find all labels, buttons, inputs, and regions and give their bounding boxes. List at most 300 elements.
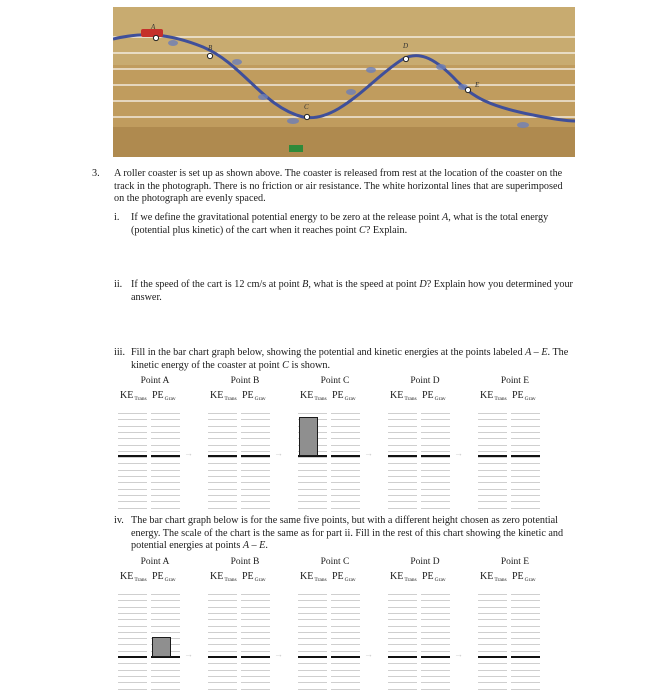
grid-line	[388, 626, 417, 627]
grid-line	[208, 482, 237, 483]
grid-line	[421, 451, 450, 452]
pe-axis-label: $PE_{Grav}$	[152, 571, 176, 583]
grid-line	[478, 457, 507, 458]
grid-line	[388, 600, 417, 601]
pe-bar-column[interactable]	[151, 594, 180, 689]
grid-line	[421, 501, 450, 502]
grid-line	[241, 632, 270, 633]
grid-line	[208, 489, 237, 490]
grid-line	[241, 682, 270, 683]
grid-line	[478, 663, 507, 664]
pe-axis-label: $PE_{Grav}$	[512, 390, 536, 402]
grid-line	[511, 419, 540, 420]
ke-axis-label: $KE_{Trans}$	[120, 390, 147, 402]
grid-line	[331, 463, 360, 464]
grid-line	[208, 682, 237, 683]
grid-line	[511, 476, 540, 477]
grid-line	[388, 613, 417, 614]
ke-axis-label: $KE_{Trans}$	[300, 390, 327, 402]
grid-line	[388, 501, 417, 502]
grid-line	[298, 600, 327, 601]
part-roman: ii.	[114, 279, 123, 290]
grid-line	[331, 651, 360, 652]
grid-line	[331, 413, 360, 414]
grid-line	[118, 676, 147, 677]
grid-line	[511, 495, 540, 496]
grid-line	[511, 508, 540, 509]
zero-energy-line	[298, 656, 327, 658]
grid-line	[421, 463, 450, 464]
grid-line	[151, 470, 180, 471]
zero-energy-line	[388, 656, 417, 658]
grid-line	[118, 613, 147, 614]
grid-line	[478, 463, 507, 464]
grid-line	[478, 644, 507, 645]
grid-line	[118, 470, 147, 471]
ke-axis-label: $KE_{Trans}$	[300, 571, 327, 583]
grid-line	[118, 670, 147, 671]
grid-line	[331, 600, 360, 601]
grid-line	[511, 482, 540, 483]
grid-line	[388, 495, 417, 496]
grid-line	[298, 489, 327, 490]
chart-point-label: Point C	[320, 376, 350, 386]
coaster-track-illustration	[113, 7, 575, 157]
ke-bar-column[interactable]	[478, 594, 507, 689]
grid-line	[241, 457, 270, 458]
grid-line	[331, 470, 360, 471]
grid-line	[421, 689, 450, 690]
arrow-right-icon: →	[364, 448, 373, 458]
grid-line	[118, 432, 147, 433]
grid-line	[388, 644, 417, 645]
grid-line	[421, 663, 450, 664]
chart-point-label: Point D	[410, 557, 440, 567]
grid-line	[421, 457, 450, 458]
grid-line	[511, 445, 540, 446]
grid-line	[118, 619, 147, 620]
grid-line	[388, 426, 417, 427]
grid-line	[478, 594, 507, 595]
grid-line	[388, 689, 417, 690]
chart-point-label: Point E	[500, 376, 530, 386]
grid-line	[208, 663, 237, 664]
zero-energy-line	[421, 656, 450, 658]
grid-line	[388, 594, 417, 595]
grid-line	[241, 607, 270, 608]
grid-line	[331, 682, 360, 683]
grid-line	[151, 508, 180, 509]
grid-line	[118, 438, 147, 439]
grid-line	[421, 607, 450, 608]
grid-line	[241, 463, 270, 464]
ke-bar-column[interactable]	[388, 594, 417, 689]
grid-line	[421, 676, 450, 677]
grid-line	[511, 432, 540, 433]
grid-line	[151, 489, 180, 490]
grid-line	[241, 626, 270, 627]
grid-line	[208, 426, 237, 427]
grid-line	[331, 626, 360, 627]
grid-line	[298, 613, 327, 614]
grid-line	[421, 619, 450, 620]
zero-energy-line	[208, 455, 237, 457]
grid-line	[118, 476, 147, 477]
grid-line	[241, 676, 270, 677]
grid-line	[388, 682, 417, 683]
grid-line	[241, 451, 270, 452]
grid-line	[421, 508, 450, 509]
grid-line	[118, 495, 147, 496]
grid-line	[331, 501, 360, 502]
grid-line	[298, 632, 327, 633]
grid-line	[331, 689, 360, 690]
grid-line	[388, 482, 417, 483]
grid-line	[208, 508, 237, 509]
zero-energy-line	[478, 656, 507, 658]
grid-line	[118, 489, 147, 490]
grid-line	[388, 457, 417, 458]
energy-bar-ke-point-c	[299, 417, 318, 456]
grid-line	[151, 632, 180, 633]
pe-axis-label: $PE_{Grav}$	[242, 390, 266, 402]
pe-bar-column[interactable]	[331, 413, 360, 508]
ke-bar-column[interactable]	[118, 594, 147, 689]
grid-line	[331, 676, 360, 677]
grid-line	[241, 638, 270, 639]
grid-line	[151, 613, 180, 614]
grid-line	[241, 651, 270, 652]
grid-line	[118, 457, 147, 458]
grid-line	[241, 438, 270, 439]
grid-line	[388, 508, 417, 509]
grid-line	[511, 638, 540, 639]
grid-line	[478, 482, 507, 483]
grid-line	[478, 619, 507, 620]
ke-bar-column[interactable]	[208, 594, 237, 689]
grid-line	[331, 419, 360, 420]
grid-line	[511, 501, 540, 502]
grid-line	[208, 632, 237, 633]
grid-line	[511, 619, 540, 620]
ke-bar-column[interactable]	[478, 413, 507, 508]
chart-point-label: Point B	[230, 557, 260, 567]
grid-line	[388, 651, 417, 652]
grid-line	[388, 489, 417, 490]
grid-line	[331, 613, 360, 614]
grid-line	[151, 501, 180, 502]
grid-line	[151, 482, 180, 483]
pe-axis-label: $PE_{Grav}$	[242, 571, 266, 583]
grid-line	[118, 651, 147, 652]
grid-line	[478, 419, 507, 420]
ke-bar-column[interactable]	[298, 413, 327, 508]
photo-label-e: E	[475, 81, 480, 89]
grid-line	[421, 682, 450, 683]
grid-line	[118, 663, 147, 664]
grid-line	[331, 508, 360, 509]
grid-line	[118, 482, 147, 483]
grid-line	[298, 476, 327, 477]
grid-line	[478, 676, 507, 677]
grid-line	[388, 413, 417, 414]
grid-line	[478, 651, 507, 652]
grid-line	[388, 676, 417, 677]
grid-line	[421, 495, 450, 496]
grid-line	[388, 663, 417, 664]
grid-line	[151, 626, 180, 627]
zero-energy-line	[478, 455, 507, 457]
grid-line	[478, 508, 507, 509]
grid-line	[421, 476, 450, 477]
grid-line	[478, 689, 507, 690]
grid-line	[331, 438, 360, 439]
grid-line	[208, 607, 237, 608]
grid-line	[421, 470, 450, 471]
grid-line	[298, 689, 327, 690]
grid-line	[208, 689, 237, 690]
question-number: 3.	[92, 168, 100, 179]
grid-line	[241, 600, 270, 601]
grid-line	[298, 638, 327, 639]
grid-line	[151, 663, 180, 664]
zero-energy-line	[118, 455, 147, 457]
grid-line	[118, 463, 147, 464]
zero-energy-line	[388, 455, 417, 457]
grid-line	[511, 676, 540, 677]
grid-line	[511, 489, 540, 490]
chart-point-label: Point D	[410, 376, 440, 386]
grid-line	[331, 426, 360, 427]
grid-line	[241, 501, 270, 502]
grid-line	[388, 632, 417, 633]
pe-bar-column[interactable]	[511, 413, 540, 508]
grid-line	[298, 682, 327, 683]
pe-bar-column[interactable]	[331, 594, 360, 689]
zero-energy-line	[151, 455, 180, 457]
grid-line	[241, 426, 270, 427]
grid-line	[298, 413, 327, 414]
grid-line	[298, 676, 327, 677]
grid-line	[298, 470, 327, 471]
pe-bar-column[interactable]	[241, 413, 270, 508]
grid-line	[151, 457, 180, 458]
ke-bar-column[interactable]	[118, 413, 147, 508]
grid-line	[241, 619, 270, 620]
grid-line	[241, 413, 270, 414]
grid-line	[208, 495, 237, 496]
arrow-right-icon: →	[184, 649, 193, 659]
ke-axis-label: $KE_{Trans}$	[210, 571, 237, 583]
grid-line	[331, 457, 360, 458]
chart-point-label: Point A	[140, 557, 170, 567]
zero-energy-line	[511, 656, 540, 658]
ke-axis-label: $KE_{Trans}$	[390, 390, 417, 402]
pe-bar-column[interactable]	[241, 594, 270, 689]
grid-line	[331, 663, 360, 664]
grid-line	[241, 613, 270, 614]
grid-line	[421, 419, 450, 420]
grid-line	[388, 470, 417, 471]
grid-line	[208, 470, 237, 471]
grid-line	[478, 495, 507, 496]
grid-line	[331, 489, 360, 490]
chart-point-label: Point E	[500, 557, 530, 567]
grid-line	[331, 644, 360, 645]
grid-line	[511, 613, 540, 614]
grid-line	[151, 682, 180, 683]
grid-line	[208, 432, 237, 433]
grid-line	[511, 438, 540, 439]
pe-bar-column[interactable]	[421, 594, 450, 689]
ke-axis-label: $KE_{Trans}$	[480, 571, 507, 583]
grid-line	[118, 638, 147, 639]
grid-line	[478, 613, 507, 614]
zero-energy-line	[241, 455, 270, 457]
grid-line	[511, 607, 540, 608]
pe-axis-label: $PE_{Grav}$	[422, 390, 446, 402]
grid-line	[388, 670, 417, 671]
grid-line	[118, 419, 147, 420]
grid-line	[331, 476, 360, 477]
grid-line	[421, 489, 450, 490]
grid-line	[241, 663, 270, 664]
grid-line	[118, 600, 147, 601]
grid-line	[388, 438, 417, 439]
grid-line	[208, 463, 237, 464]
grid-line	[118, 426, 147, 427]
grid-line	[511, 644, 540, 645]
grid-line	[241, 445, 270, 446]
grid-line	[421, 626, 450, 627]
grid-line	[331, 495, 360, 496]
pe-bar-column[interactable]	[421, 413, 450, 508]
grid-line	[511, 626, 540, 627]
grid-line	[421, 651, 450, 652]
grid-line	[511, 663, 540, 664]
grid-line	[331, 638, 360, 639]
grid-line	[118, 626, 147, 627]
grid-line	[241, 470, 270, 471]
grid-line	[421, 594, 450, 595]
grid-line	[208, 457, 237, 458]
ke-bar-column[interactable]	[298, 594, 327, 689]
grid-line	[478, 445, 507, 446]
grid-line	[478, 413, 507, 414]
pe-axis-label: $PE_{Grav}$	[152, 390, 176, 402]
zero-energy-line	[241, 656, 270, 658]
grid-line	[331, 670, 360, 671]
grid-line	[478, 451, 507, 452]
grid-line	[421, 426, 450, 427]
photo-label-c: C	[304, 103, 309, 111]
grid-line	[388, 638, 417, 639]
pe-bar-column[interactable]	[151, 413, 180, 508]
grid-line	[118, 508, 147, 509]
grid-line	[478, 470, 507, 471]
grid-line	[478, 632, 507, 633]
grid-line	[388, 476, 417, 477]
grid-line	[298, 457, 327, 458]
grid-line	[511, 426, 540, 427]
grid-line	[331, 445, 360, 446]
ke-axis-label: $KE_{Trans}$	[120, 571, 147, 583]
pe-bar-column[interactable]	[511, 594, 540, 689]
grid-line	[511, 670, 540, 671]
chart-point-label: Point A	[140, 376, 170, 386]
zero-energy-line	[208, 656, 237, 658]
grid-line	[118, 607, 147, 608]
arrow-right-icon: →	[184, 448, 193, 458]
grid-line	[118, 682, 147, 683]
grid-line	[241, 419, 270, 420]
ke-axis-label: $KE_{Trans}$	[210, 390, 237, 402]
grid-line	[511, 689, 540, 690]
grid-line	[478, 432, 507, 433]
grid-line	[421, 613, 450, 614]
grid-line	[478, 476, 507, 477]
arrow-right-icon: →	[454, 448, 463, 458]
energy-bar-pe-point-a	[152, 637, 171, 657]
grid-line	[151, 495, 180, 496]
grid-line	[478, 426, 507, 427]
pe-axis-label: $PE_{Grav}$	[422, 571, 446, 583]
grid-line	[298, 463, 327, 464]
grid-line	[208, 594, 237, 595]
grid-line	[151, 413, 180, 414]
grid-line	[208, 476, 237, 477]
grid-line	[478, 489, 507, 490]
grid-line	[208, 626, 237, 627]
grid-line	[478, 626, 507, 627]
grid-line	[151, 476, 180, 477]
grid-line	[421, 644, 450, 645]
energy-bar-chart-iii	[118, 376, 558, 511]
grid-line	[388, 619, 417, 620]
grid-line	[118, 445, 147, 446]
grid-line	[478, 600, 507, 601]
grid-line	[298, 501, 327, 502]
grid-line	[151, 432, 180, 433]
photo-label-b: B	[208, 44, 213, 52]
grid-line	[421, 438, 450, 439]
grid-line	[478, 682, 507, 683]
ke-bar-column[interactable]	[208, 413, 237, 508]
grid-line	[421, 482, 450, 483]
grid-line	[511, 470, 540, 471]
photo-label-a: A	[151, 23, 156, 31]
grid-line	[478, 607, 507, 608]
grid-line	[118, 413, 147, 414]
grid-line	[388, 451, 417, 452]
zero-energy-line	[421, 455, 450, 457]
grid-line	[208, 451, 237, 452]
grid-line	[208, 413, 237, 414]
grid-line	[298, 607, 327, 608]
grid-line	[118, 632, 147, 633]
grid-line	[118, 501, 147, 502]
grid-line	[298, 663, 327, 664]
grid-line	[208, 445, 237, 446]
grid-line	[151, 689, 180, 690]
grid-line	[331, 607, 360, 608]
grid-line	[151, 607, 180, 608]
grid-line	[298, 619, 327, 620]
grid-line	[298, 508, 327, 509]
grid-line	[331, 432, 360, 433]
grid-line	[298, 594, 327, 595]
ke-bar-column[interactable]	[388, 413, 417, 508]
